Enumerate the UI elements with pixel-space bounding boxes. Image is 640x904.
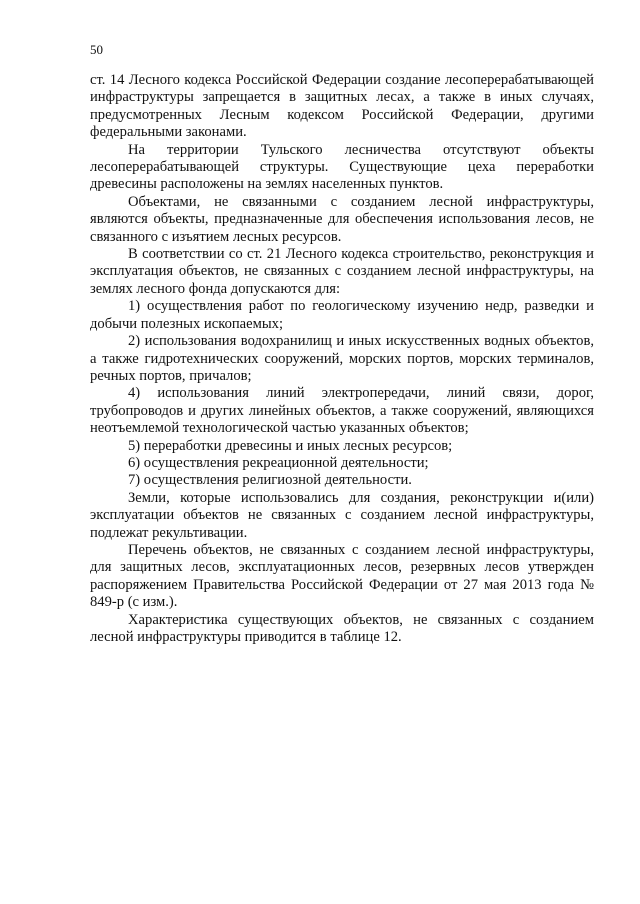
- list-item-6: 6) осуществления рекреационной деятельности;: [128, 454, 429, 471]
- page-number: 50: [90, 42, 103, 57]
- paragraph-non-infrastructure-objects: Объектами, не связанными с созданием лесной инфраструктуры, являются объекты, предназначенные для обеспечения использования лесов, не связанного с изъятием лесных ресурсов.: [90, 193, 594, 245]
- list-item-7: 7) осуществления религиозной деятельности.: [128, 472, 412, 489]
- paragraph-tula-forestry: На территории Тульского лесничества отсутствуют объекты лесоперерабатывающей структуры. Существующие цеха переработки древесины расположены на землях населенных пунктов.: [90, 141, 594, 193]
- paragraph-table-12-reference: Характеристика существующих объектов, не связанных с созданием лесной инфраструктуры приводится в таблице 12.: [90, 611, 594, 645]
- list-item-5: 5) переработки древесины и иных лесных ресурсов;: [128, 437, 453, 454]
- list-item-2: 2) использования водохранилищ и иных искусственных водных объектов, а также гидротехнических сооружений, морских портов, морских терминалов, речных портов, причалов;: [90, 333, 594, 384]
- list-item-1: 1) осуществления работ по геологическому изучению недр, разведки и добычи полезных ископаемых;: [90, 298, 594, 332]
- paragraph-objects-list: Перечень объектов, не связанных с созданием лесной инфраструктуры, для защитных лесов, эксплуатационных лесов, резервных лесов утвержден распоряжением Правительства Российской Федерации от 27 мая 2013 года № 849-р (с изм.).: [90, 541, 594, 611]
- list-item-4: 4) использования линий электропередачи, линий связи, дорог, трубопроводов и других линейных объектов, а также сооружений, являющихся неотъемлемой технологической частью указанных объектов;: [90, 385, 594, 437]
- paragraph-forest-code-article-14: ст. 14 Лесного кодекса Российской Федерации создание лесоперерабатывающей инфраструктуры запрещается в защитных лесах, а также в иных случаях, предусмотренных Лесным кодексом Российской Федерации, другими федеральными законами.: [90, 72, 594, 141]
- paragraph-article-21: В соответствии со ст. 21 Лесного кодекса строительство, реконструкция и эксплуатация объектов, не связанных с созданием лесной инфраструктуры, на землях лесного фонда допускаются для:: [90, 246, 594, 297]
- document-body: [90, 72, 594, 646]
- paragraph-recultivation: Земли, которые использовались для создания, реконструкции и(или) эксплуатации объектов не связанных с созданием лесной инфраструктуры, подлежат рекультивации.: [90, 489, 594, 541]
